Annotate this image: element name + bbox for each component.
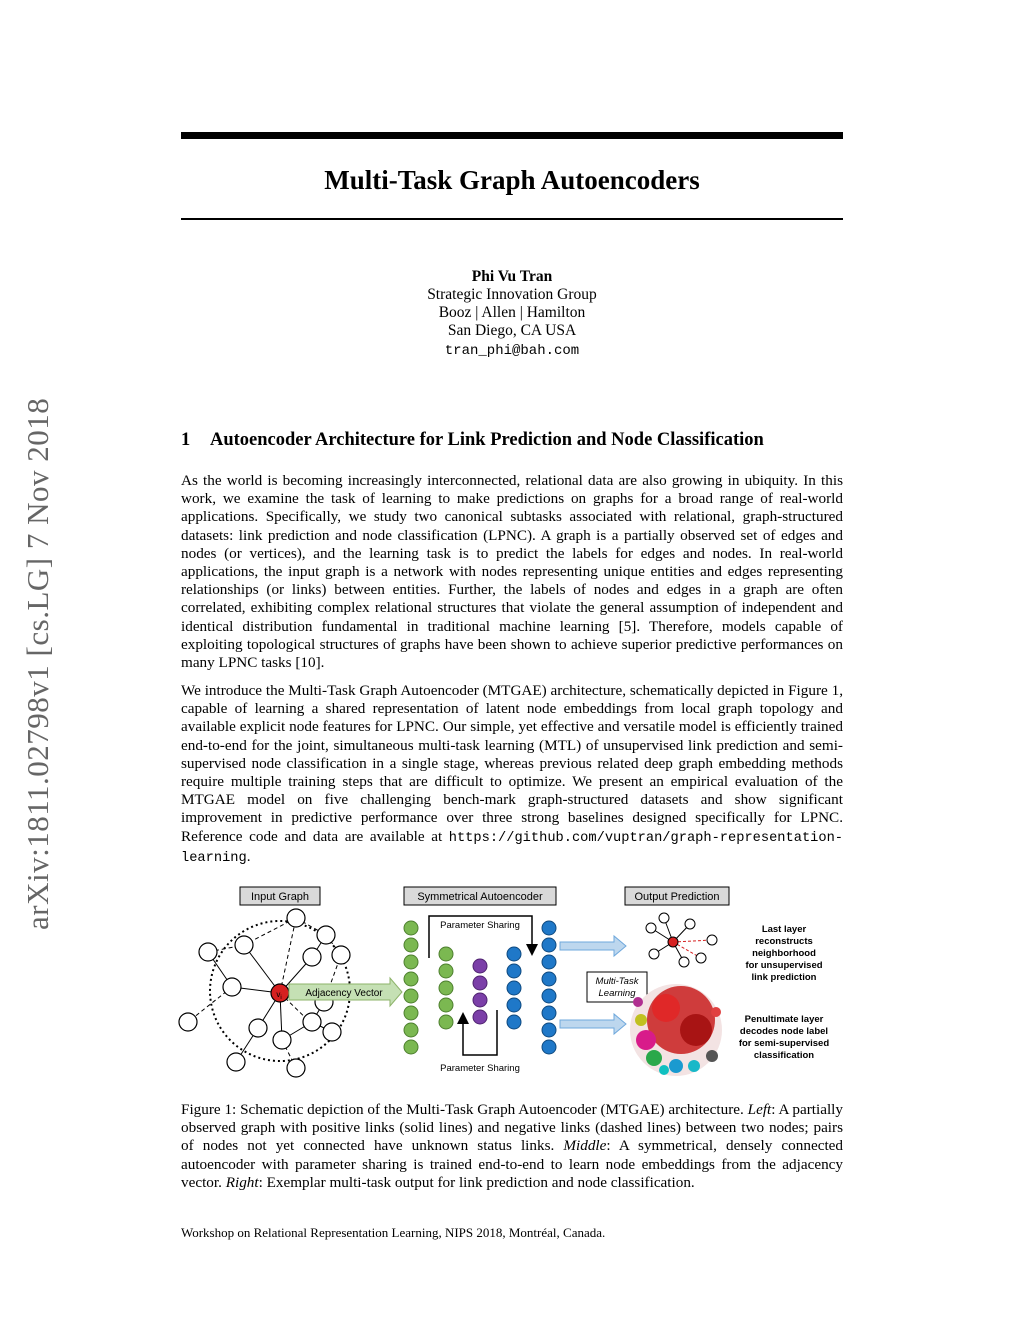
- input-graph-header: Input Graph: [250, 891, 310, 903]
- arrow-to-node-classification: [560, 1014, 626, 1034]
- multitask-line-2: Learning: [598, 988, 636, 999]
- paper-title: Multi-Task Graph Autoencoders: [324, 165, 700, 195]
- encoder-layer-nodes: [439, 947, 453, 1029]
- penultimate-line-4: classification: [753, 1050, 815, 1061]
- last-layer-line-1: Last layer: [761, 924, 807, 935]
- caption-text-3: : A symmetrical, densely connected autoencoder with parameter sharing is trained end-to-end to learn node embeddings from the adjacency vector.: [181, 1137, 843, 1191]
- last-layer-line-2: reconstructs: [755, 936, 813, 947]
- arrow-to-link-prediction: [560, 936, 626, 956]
- decoder-layer-nodes: [507, 947, 521, 1029]
- caption-right: Right: [225, 1173, 259, 1191]
- section-title: Autoencoder Architecture for Link Prediction and Node Classification: [210, 430, 764, 450]
- caption-text-4: : Exemplar multi-task output for link prediction and node classification.: [258, 1173, 695, 1191]
- adjacency-vector-label: Adjacency Vector: [305, 988, 383, 999]
- bottleneck-layer-nodes: [473, 959, 487, 1024]
- paragraph-2-text: We introduce the Multi-Task Graph Autoencoder (MTGAE) architecture, schematically depicted in Figure 1, capable of learning a shared representation of latent node embeddings from local graph topology and available explicit node features for LPNC. Our simple, yet effective and versatile model is efficiently trained end-to-end for the joint, simultaneous multi-task learning (MTL) of unsupervised link prediction and semi-supervised node classification in a single stage, whereas previous related deep graph embedding methods require multiple training steps that are difficult to optimize. We present an empirical evaluation of the MTGAE model on five challenging bench-mark graph-structured datasets and show significant improvement in predictive performance over three strong baselines designed specifically for LPNC. Reference code and data are available at: [181, 682, 843, 845]
- caption-label: Figure 1:: [181, 1101, 237, 1118]
- penultimate-line-1: Penultimate layer: [744, 1014, 824, 1025]
- penultimate-layer-annotation: [739, 1014, 829, 1061]
- paragraph-1: As the world is becoming increasingly interconnected, relational data are also growing in ubiquity. In this work, we examine the task of learning to make predictions on graphs for a broad range of real-world applications. Specifically, we study two canonical subtasks associated with relational, graph-structured datasets: link prediction and node classification (LPNC). A graph is a partially observed set of edges and nodes (or vertices), and the learning task is to predict the labels for edges and nodes. In real-world applications, the input graph is a network with nodes representing unique entities and edges representing relationships (or links) between entities. Further, the labels of nodes and edges in a graph are often correlated, exhibiting complex relational structures that violate the general assumption of independent and identical distribution fundamental in traditional machine learning [5]. Therefore, models capable of exploiting topological structures of graphs have been shown to achieve superior predictive performances on many LPNC tasks [10].: [181, 472, 843, 672]
- output-layer-nodes: [542, 921, 556, 1054]
- param-sharing-top-label: Parameter Sharing: [440, 920, 520, 931]
- last-layer-annotation: [745, 924, 822, 983]
- code-url-link[interactable]: https://github.com/vuptran/graph-representation-learning: [181, 830, 844, 866]
- penultimate-line-2: decodes node label: [739, 1026, 829, 1037]
- figure-mtgae-schematic: [176, 880, 848, 1090]
- caption-text-1: Schematic depiction of the Multi-Task Graph Autoencoder (MTGAE) architecture.: [236, 1101, 748, 1118]
- paragraph-2-end: .: [246, 847, 251, 865]
- output-center-node: [668, 937, 678, 947]
- autoencoder-header: Symmetrical Autoencoder: [417, 891, 543, 903]
- caption-text-2: : A partially observed graph with positive links (solid lines) and negative links (dashed lines) between two nodes; pairs of nodes not yet connected have unknown status links.: [181, 1101, 843, 1155]
- output-prediction-header: Output Prediction: [634, 891, 720, 903]
- node-embedding-scatter: [630, 984, 722, 1076]
- arxiv-identifier: arXiv:1811.02798v1 [cs.LG] 7 Nov 2018: [20, 397, 55, 930]
- title-rule-top: [181, 132, 843, 139]
- output-graph-nodes: [646, 913, 717, 967]
- caption-middle: Middle: [563, 1137, 607, 1155]
- title-rule-bottom: [181, 218, 843, 220]
- author-location: San Diego, CA USA: [447, 322, 577, 339]
- workshop-footer: Workshop on Relational Representation Learning, NIPS 2018, Montréal, Canada.: [181, 1225, 606, 1240]
- author-affiliation-1: Strategic Innovation Group: [427, 286, 597, 303]
- last-layer-line-3: neighborhood: [752, 948, 816, 959]
- section-heading: [181, 428, 764, 452]
- penultimate-line-3: for semi-supervised: [738, 1038, 830, 1049]
- input-layer-nodes: [404, 921, 418, 1054]
- caption-left: Left: [747, 1101, 772, 1118]
- author-affiliation-2: Booz | Allen | Hamilton: [438, 304, 586, 321]
- last-layer-line-4: for unsupervised: [745, 960, 823, 971]
- section-number: 1: [181, 430, 191, 450]
- last-layer-line-5: link prediction: [751, 972, 817, 983]
- figure-caption: [181, 1101, 843, 1192]
- author-name: Phi Vu Tran: [471, 268, 553, 285]
- author-email: tran_phi@bah.com: [444, 343, 580, 359]
- param-sharing-bottom-label: Parameter Sharing: [440, 1063, 520, 1074]
- output-graph-predicted-links: [673, 940, 712, 958]
- paragraph-2: [181, 682, 843, 868]
- center-node-label: $v_i$: [276, 990, 282, 1001]
- multitask-line-1: Multi-Task: [595, 976, 639, 987]
